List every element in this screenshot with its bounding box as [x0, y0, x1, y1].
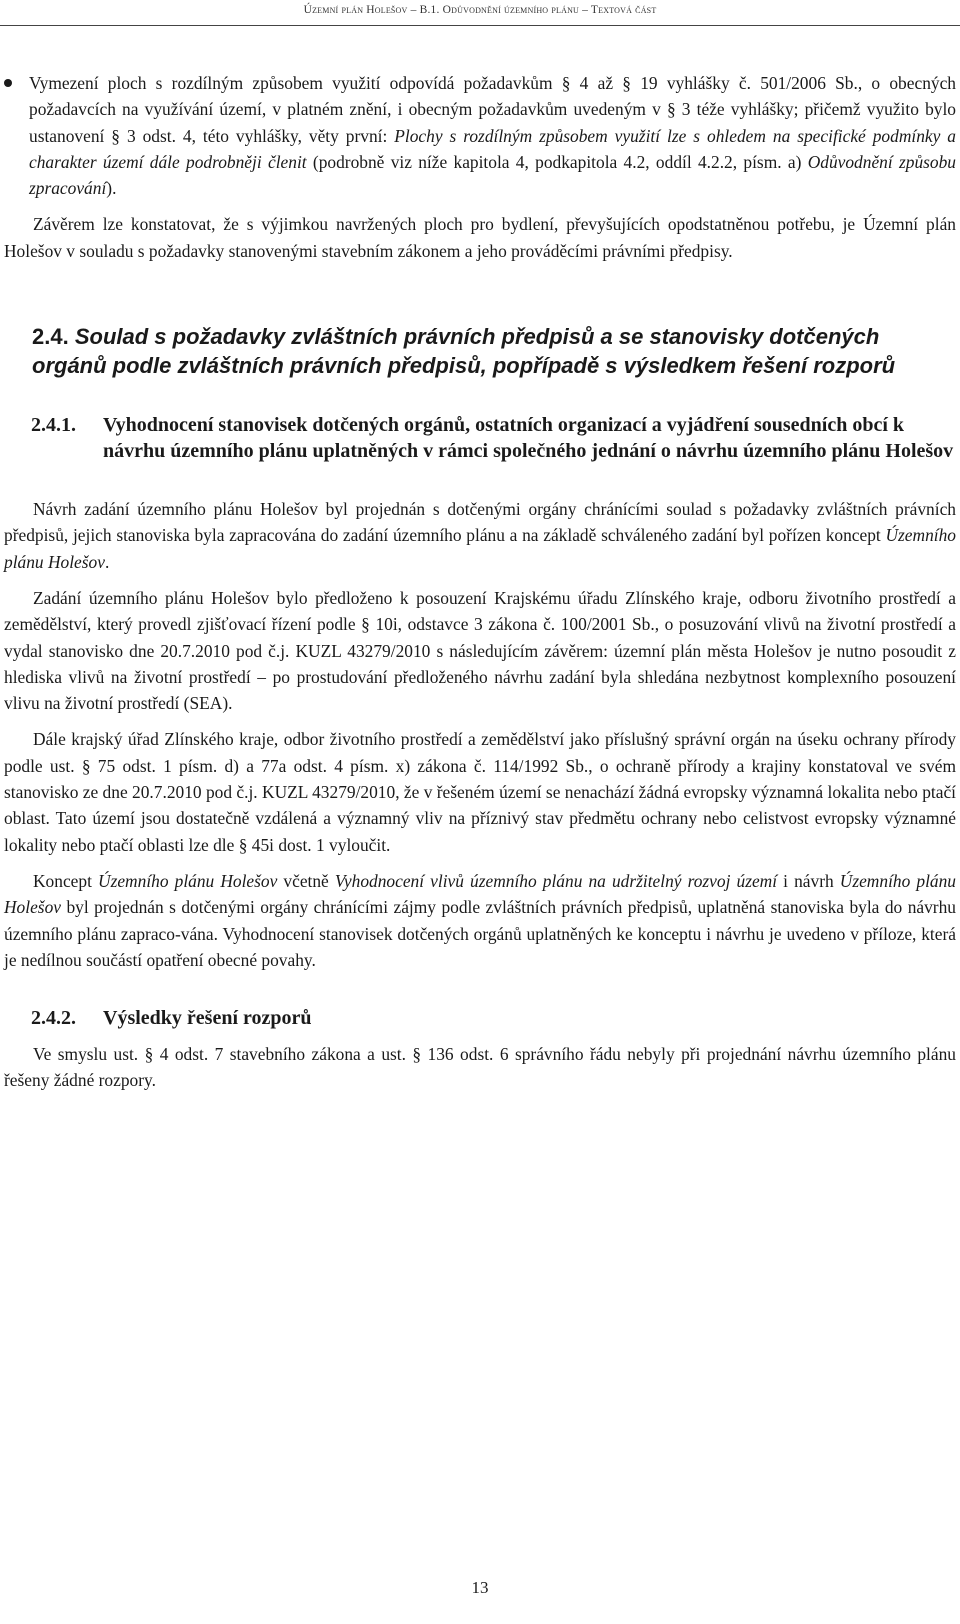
subsection-1-title: Vyhodnocení stanovisek dotčených orgánů, ostatních organizací a vyjádření sousedních obcí k návrhu územního plánu uplatněných v rámci společného jednání o návrhu územního plánu Holešov	[103, 414, 954, 463]
section-title: Soulad s požadavky zvláštních právních předpisů a se stanovisky dotčených orgánů podle zvláštních právních předpisů, popřípadě s výsledkem řešení rozporů	[32, 324, 896, 379]
bullet-item	[4, 70, 956, 201]
subsection-heading-1	[31, 412, 956, 464]
paragraph-4-text-4: byl projednán s dotčenými orgány chránícími zájmy podle zvláštních právních předpisů, uplatněná stanoviska byla do návrhu územního plánu zapraco-vána. Vyhodnocení stanovisek dotčených orgánů uplatněných ke konceptu i návrhu je uvedeno v příloze, která je nedílnou součástí opatření obecné povahy.	[4, 897, 956, 970]
subsection-1-number: 2.4.1.	[31, 414, 76, 437]
paragraph-4-text-2: včetně	[277, 870, 335, 891]
bullet-text-3: ).	[106, 178, 117, 199]
bullet-text-2: (podrobně viz níže kapitola 4, podkapitola 4.2, oddíl 4.2.2, písm. a)	[306, 151, 808, 172]
paragraph-1-text: Návrh zadání územního plánu Holešov byl projednán s dotčenými orgány chránícími soulad s požadavky zvláštních právních předpisů, jejich stanoviska byla zapracována do zadání územního plánu a na základě schváleného zadání byl pořízen koncept	[4, 499, 956, 546]
paragraph-2: Zadání územního plánu Holešov bylo předloženo k posouzení Krajskému úřadu Zlínského kraje, odboru životního prostředí a zemědělství, který provedl zjišťovací řízení podle § 10i, odstavce 3 zákona č. 100/2001 Sb., o posuzování vlivů na životní prostředí a vydal stanovisko dne 20.7.2010 pod č.j. KUZL 43279/2010 s následujícím závěrem: územní plán města Holešov je nutno posoudit z hlediska vlivů na životní prostředí – po prostudování předloženého návrhu zadání byla shledána nezbytnost komplexního posouzení vlivu na životní prostředí (SEA).	[4, 587, 956, 714]
page-number: 13	[471, 1578, 489, 1597]
document-body	[4, 70, 956, 1094]
paragraph-1-end: .	[104, 551, 110, 572]
paragraph-4-italic-2: Vyhodnocení vlivů územního plánu na udržitelný rozvoj území	[334, 870, 778, 891]
subsection-2-number: 2.4.2.	[31, 1007, 76, 1030]
paragraph-5: Ve smyslu ust. § 4 odst. 7 stavebního zákona a ust. § 136 odst. 6 správního řádu nebyly při projednání návrhu územního plánu řešeny žádné rozpory.	[4, 1044, 956, 1091]
subsection-heading-2	[31, 1005, 956, 1031]
paragraph-1-italic: Územního plánu Holešov	[4, 525, 956, 572]
paragraph-4-italic-1: Územního plánu Holešov	[98, 870, 278, 891]
section-heading	[32, 322, 956, 380]
paragraph-4-italic-3: Územního plánu Holešov	[4, 870, 956, 918]
bullet-italic-2: Odůvodnění způsobu zpracování	[29, 151, 956, 199]
subsection-2-title: Výsledky řešení rozporů	[103, 1007, 312, 1030]
paragraph-1	[4, 496, 956, 575]
bullet-italic-1: Plochy s rozdílným způsobem využití lze s ohledem na specifické podmínky a charakter území dále podrobněji členit	[29, 125, 956, 172]
paragraph-4-text-3: i návrh	[777, 870, 840, 891]
section-number: 2.4.	[32, 324, 69, 350]
header-rule	[0, 25, 960, 26]
paragraph-3: Dále krajský úřad Zlínského kraje, odbor životního prostředí a zemědělství jako příslušný správní orgán na úseku ochrany přírody podle ust. § 75 odst. 1 písm. d) a 77a odst. 4 písm. x) zákona č. 114/1992 Sb., o ochraně přírody a krajiny konstatoval ve svém stanovisko ze dne 20.7.2010 pod č.j. KUZL 43279/2010, že v řešeném území se nenachází žádná evropsky významná lokalita nebo ptačí oblast. Tato území jsou dostatečně vzdálená a významný vliv na příznivý stav předmětu ochrany nebo celistvost evropsky významné lokality nebo ptačí oblasti lze dle § 45i dost. 1 vyloučit.	[4, 729, 956, 855]
paragraph-4	[4, 868, 956, 973]
paragraph-4-text-1: Koncept	[33, 870, 99, 891]
bullet-paragraph	[29, 70, 956, 201]
bullet-text-1: Vymezení ploch s rozdílným způsobem využití odpovídá požadavkům § 4 až § 19 vyhlášky č. 501/2006 Sb., o obecných požadavcích na využívání území, v platném znění, i obecným požadavkům uvedeným v § 3 téže vyhlášky; přičemž využito bylo ustanovení § 3 odst. 4, této vyhlášky, věty první:	[29, 73, 956, 146]
conclusion-paragraph: Závěrem lze konstatovat, že s výjimkou navržených ploch pro bydlení, převyšujících opodstatněnou potřebu, je Územní plán Holešov v souladu s požadavky stanovenými stavebním zákonem a jeho prováděcími právními předpisy.	[4, 214, 956, 261]
running-header: Územní plán Holešov – B.1. Odůvodnění územního plánu – Textová část	[303, 4, 657, 16]
bullet-icon	[4, 79, 12, 87]
